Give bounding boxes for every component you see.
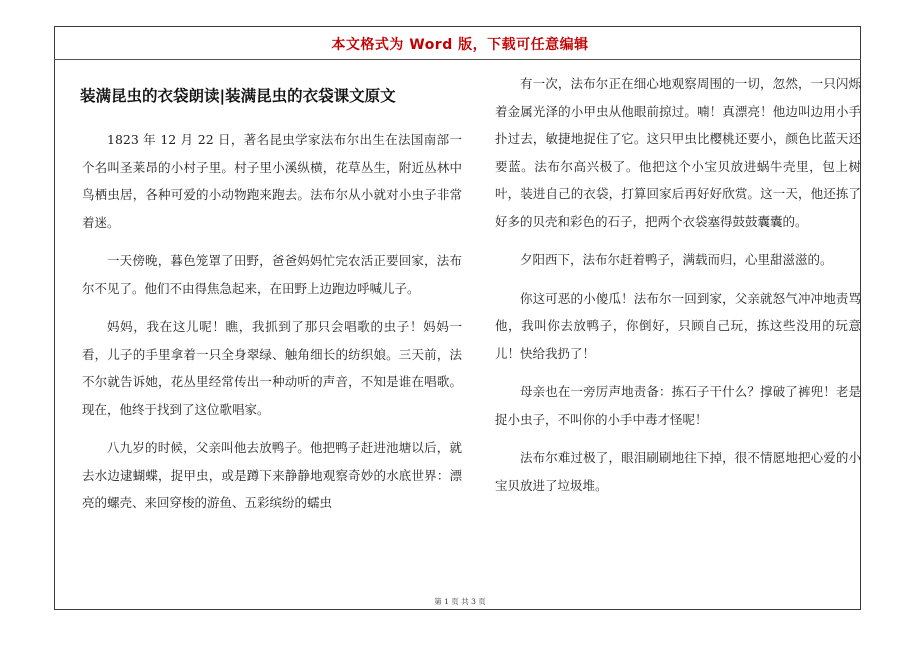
- paragraph: 夕阳西下，法布尔赶着鸭子，满载而归，心里甜滋滋的。: [520, 252, 833, 267]
- paragraph: 八九岁的时候，父亲叫他去放鸭子。他把鸭子赶进池塘以后，就去水边逮蝴蝶，捉甲虫，或是蹲下来静静地观察奇妙的水底世界：漂亮的螺壳、来回穿梭的游鱼、五彩缤纷的蠕虫: [82, 440, 462, 510]
- banner-divider: [54, 59, 861, 60]
- paragraph: 1823 年 12 月 22 日，著名昆虫学家法布尔出生在法国南部一个名叫圣莱昂的小村子里。村子里小溪纵横，花草丛生，附近丛林中鸟栖虫居，各种可爱的小动物跑来跑去。法布尔从小就对小虫子非常着迷。: [82, 132, 462, 230]
- word-version-banner: 本文格式为 Word 版，下载可任意编辑: [331, 37, 589, 53]
- paragraph: 你这可恶的小傻瓜！法布尔一回到家，父亲就怒气冲冲地责骂他，我叫你去放鸭子，你倒好，只顾自己玩，拣这些没用的玩意儿！快给我扔了！: [495, 290, 861, 361]
- paragraph: 有一次，法布尔正在细心地观察周围的一切，忽然，一只闪烁着金属光泽的小甲虫从他眼前掠过。喃！真漂亮！他边叫边用小手扑过去，敏捷地捉住了它。这只甲虫比樱桃还要小，颜色比蓝天还要蓝。法布尔高兴极了。他把这个小宝贝放进蜗牛壳里，包上树叶，装进自己的衣袋，打算回家后再好好欣赏。这一天，他还拣了好多的贝壳和彩色的石子，把两个衣袋塞得鼓鼓囊囊的。: [495, 76, 861, 229]
- right-column: [495, 70, 861, 499]
- page-number: 第 1 页 共 3 页: [434, 597, 486, 606]
- paragraph: 法布尔难过极了，眼泪刷刷地往下掉，很不情愿地把心爱的小宝贝放进了垃圾堆。: [495, 450, 861, 493]
- paragraph: 妈妈，我在这儿呢！瞧，我抓到了那只会唱歌的虫子！妈妈一看，儿子的手里拿着一只全身翠绿、触角细长的纺织娘。三天前，法不尔就告诉她，花丛里经常传出一种动听的声音，不知是谁在唱歌。现在，他终于找到了这位歌唱家。: [82, 319, 462, 417]
- document-title: 装满昆虫的衣袋朗读|装满昆虫的衣袋课文原文: [80, 87, 396, 105]
- paragraph: 一天傍晚，暮色笼罩了田野，爸爸妈妈忙完农活正要回家，法布尔不见了。他们不由得焦急起来，在田野上边跑边呼喊儿子。: [82, 253, 462, 296]
- paragraph: 母亲也在一旁厉声地责备：拣石子干什么？撑破了裤兜！老是捉小虫子，不叫你的小手中毒才怪呢！: [495, 384, 861, 427]
- left-column: [82, 126, 462, 517]
